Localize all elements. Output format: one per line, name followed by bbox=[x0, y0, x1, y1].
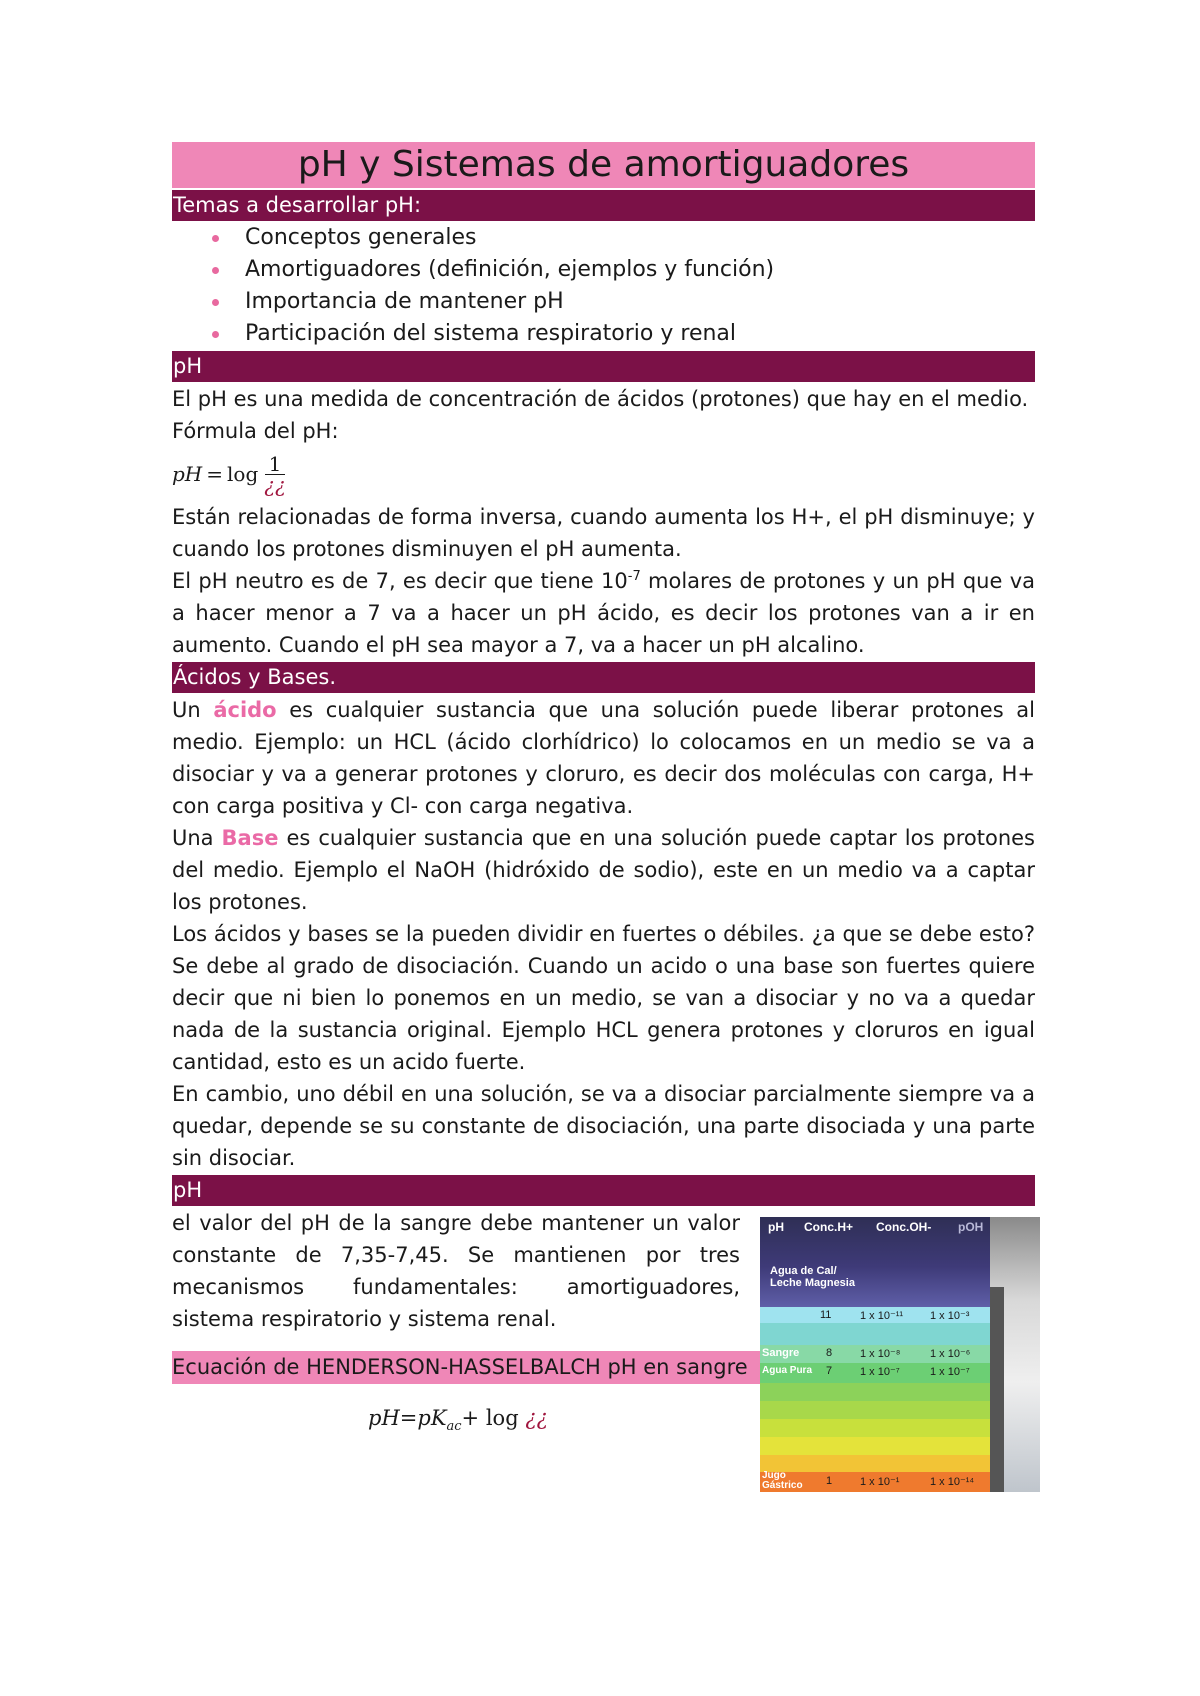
ph-definition: El pH es una medida de concentración de ácidos (protones) que hay en el medio. bbox=[172, 387, 1029, 411]
blood-ph-left-column bbox=[172, 1207, 740, 1335]
band-4 bbox=[760, 1437, 990, 1455]
acid-definition bbox=[172, 694, 1035, 822]
hh-plus: + bbox=[461, 1406, 480, 1430]
base-pre: Una bbox=[172, 826, 222, 850]
acid-post: es cualquier sustancia que una solución puede liberar protones al medio. Ejemplo: un HCL (ácido clorhídrico) lo colocamos en un medio se va a disociar y va a generar protones y cloruro, es decir dos moléculas con carga, H+ con carga positiva y Cl- con carga negativa. bbox=[172, 698, 1035, 818]
formula-denominator: ¿¿ bbox=[264, 472, 286, 497]
hh-eq: = bbox=[399, 1406, 418, 1430]
strong-weak-text: Los ácidos y bases se la pueden dividir en fuertes o débiles. ¿a que se debe esto? Se debe al grado de disociación. Cuando un acido o una base son fuertes quiere decir que ni bien lo ponemos en un medio, se van a disociar y no va a quedar nada de la sustancia original. Ejemplo HCL genera protones y cloruros en igual cantidad, esto es un acido fuerte. bbox=[172, 922, 1035, 1074]
ph-scale-side-stripe bbox=[990, 1287, 1004, 1492]
band-10 bbox=[760, 1323, 990, 1345]
list-item: Conceptos generales bbox=[172, 222, 1035, 254]
ph-inverse-relation: Están relacionadas de forma inversa, cuando aumenta los H+, el pH disminuye; y cuando los protones disminuyen el pH aumenta. bbox=[172, 505, 1035, 561]
acid-keyword: ácido bbox=[213, 698, 277, 722]
formula-label: Fórmula del pH: bbox=[172, 419, 339, 443]
ph-scale-image bbox=[760, 1217, 1040, 1492]
ph-scale-header bbox=[760, 1217, 990, 1307]
band-6 bbox=[760, 1401, 990, 1419]
formula-log: log bbox=[227, 462, 259, 486]
row-jugo-label: Jugo Gástrico bbox=[762, 1470, 803, 1491]
ph-scale-col-h: Conc.H+ bbox=[804, 1220, 854, 1234]
document-title: pH y Sistemas de amortiguadores bbox=[172, 142, 1035, 188]
ph-heading: pH bbox=[172, 351, 1035, 382]
hh-title: Ecuación de HENDERSON-HASSELBALCH pH en sangre bbox=[172, 1351, 760, 1384]
band-7 bbox=[760, 1383, 990, 1401]
hh-log: log bbox=[485, 1406, 519, 1430]
ph-neutral-before: El pH neutro es de 7, es decir que tiene 10 bbox=[172, 569, 628, 593]
formula-eq: = bbox=[206, 462, 224, 486]
base-post: es cualquier sustancia que en una solución puede captar los protones del medio. Ejemplo el NaOH (hidróxido de sodio), este en un medio va a captar los protones. bbox=[172, 826, 1035, 914]
topics-list bbox=[172, 222, 1035, 350]
base-definition bbox=[172, 822, 1035, 918]
row-agua-h: 1 x 10⁻⁷ bbox=[860, 1366, 900, 1378]
row-sangre-h: 1 x 10⁻⁸ bbox=[860, 1348, 901, 1360]
row-sangre-ph: 8 bbox=[826, 1347, 833, 1359]
row-cal-ph: 11 bbox=[820, 1309, 832, 1321]
row-jugo-h: 1 x 10⁻¹ bbox=[860, 1476, 900, 1488]
ph-neutral-text bbox=[172, 565, 1035, 661]
formula-numerator: 1 bbox=[265, 454, 286, 475]
band-5 bbox=[760, 1419, 990, 1437]
formula-lhs: pH bbox=[172, 462, 203, 486]
ph-neutral-after: molares de protones y un pH que va a hacer menor a 7 va a hacer un pH ácido, es decir los protones van a ir en aumento. Cuando el pH sea mayor a 7, va a hacer un pH alcalino. bbox=[172, 569, 1035, 657]
list-item: Amortiguadores (definición, ejemplos y función) bbox=[172, 254, 1035, 286]
ph-scale-bands bbox=[760, 1307, 990, 1492]
ph-scale-col-ph: pH bbox=[768, 1220, 784, 1234]
ph-scale-col-poh: pOH bbox=[958, 1220, 984, 1234]
topics-heading: Temas a desarrollar pH: bbox=[172, 190, 1035, 221]
acid-pre: Un bbox=[172, 698, 214, 722]
blood-ph-text: el valor del pH de la sangre debe mantener un valor constante de 7,35-7,45. Se mantienen por tres mecanismos fundamentales: amortiguadores, sistema respiratorio y sistema renal. bbox=[172, 1211, 740, 1331]
hh-pk: pK bbox=[417, 1406, 447, 1430]
document-page bbox=[172, 142, 1035, 1527]
ph-neutral-exponent: -7 bbox=[627, 569, 641, 584]
acids-heading: Ácidos y Bases. bbox=[172, 662, 1035, 693]
row-sangre-oh: 1 x 10⁻⁶ bbox=[930, 1348, 971, 1360]
ph-formula bbox=[172, 447, 1035, 501]
row-jugo-ph: 1 bbox=[826, 1475, 833, 1487]
blood-ph-content bbox=[172, 1207, 1035, 1527]
base-keyword: Base bbox=[221, 826, 279, 850]
blood-ph-heading: pH bbox=[172, 1175, 1035, 1206]
ph-row-label: Agua de Cal/ Leche Magnesia bbox=[770, 1265, 855, 1289]
weak-text: En cambio, uno débil en una solución, se va a disociar parcialmente siempre va a quedar, depende se su constante de disociación, una parte disociada y una parte sin disociar. bbox=[172, 1082, 1035, 1170]
row-agua-label: Agua Pura bbox=[762, 1365, 813, 1376]
hh-lhs: pH bbox=[368, 1406, 400, 1430]
band-3 bbox=[760, 1455, 990, 1472]
hh-sub: ac bbox=[446, 1419, 462, 1435]
row-sangre-label: Sangre bbox=[762, 1347, 800, 1359]
formula-fraction bbox=[264, 451, 286, 497]
list-item: Participación del sistema respiratorio y renal bbox=[172, 318, 1035, 350]
row-agua-oh: 1 x 10⁻⁷ bbox=[930, 1366, 970, 1378]
row-cal-oh: 1 x 10⁻³ bbox=[930, 1310, 970, 1322]
row-cal-h: 1 x 10⁻¹¹ bbox=[860, 1310, 904, 1322]
list-item: Importancia de mantener pH bbox=[172, 286, 1035, 318]
row-jugo-oh: 1 x 10⁻¹⁴ bbox=[930, 1476, 975, 1488]
ph-scale-col-oh: Conc.OH- bbox=[876, 1220, 932, 1234]
hh-tail: ¿¿ bbox=[525, 1406, 548, 1430]
row-agua-ph: 7 bbox=[826, 1365, 833, 1377]
